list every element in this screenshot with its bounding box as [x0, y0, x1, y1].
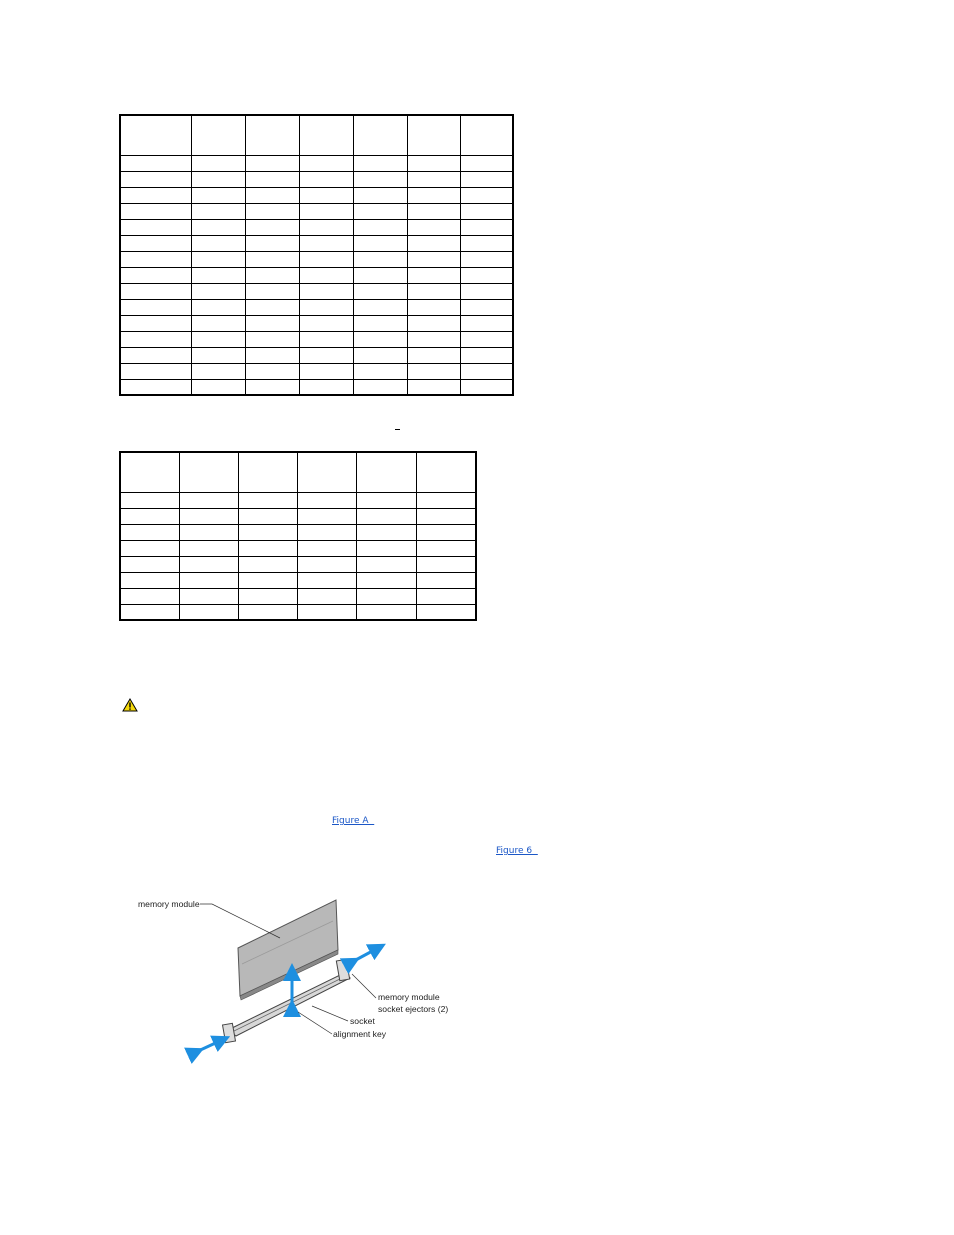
table-cell [460, 203, 513, 219]
table-cell [120, 171, 191, 187]
table-row [120, 492, 476, 508]
table-cell [353, 299, 407, 315]
table-cell [245, 347, 299, 363]
table-cell [356, 540, 416, 556]
table-cell [460, 155, 513, 171]
table-cell [299, 219, 353, 235]
table-row [120, 203, 513, 219]
table-cell [238, 604, 297, 620]
table-cell [245, 203, 299, 219]
table-cell [356, 524, 416, 540]
table-cell [120, 492, 179, 508]
table-cell [245, 171, 299, 187]
table-cell [353, 251, 407, 267]
table-cell [416, 492, 476, 508]
table-cell [245, 299, 299, 315]
table-cell [245, 331, 299, 347]
table-cell [416, 540, 476, 556]
table-cell [407, 299, 460, 315]
table-cell [460, 267, 513, 283]
table-cell [120, 508, 179, 524]
header-cell [353, 115, 407, 155]
table-cell [407, 171, 460, 187]
table-cell [407, 331, 460, 347]
cross-reference-link[interactable] [255, 756, 346, 766]
table-cell [179, 524, 238, 540]
table-row [120, 283, 513, 299]
table-row [120, 379, 513, 395]
table-cell [191, 347, 245, 363]
table-cell [416, 588, 476, 604]
table-cell [120, 219, 191, 235]
table-cell [191, 155, 245, 171]
table-cell [356, 588, 416, 604]
table-cell [353, 267, 407, 283]
memory-module-board [238, 900, 338, 996]
table-cell [299, 315, 353, 331]
table-cell [245, 267, 299, 283]
table-cell [353, 235, 407, 251]
table-row [120, 187, 513, 203]
table-cell [191, 203, 245, 219]
table-cell [416, 524, 476, 540]
table-cell [460, 315, 513, 331]
table-cell [120, 556, 179, 572]
table-cell [460, 379, 513, 395]
table-cell [353, 171, 407, 187]
table-cell [407, 283, 460, 299]
table-cell [353, 315, 407, 331]
table-cell [407, 235, 460, 251]
table-cell [191, 315, 245, 331]
table-cell [120, 363, 191, 379]
table-cell [238, 492, 297, 508]
table-cell [245, 187, 299, 203]
table-cell [238, 540, 297, 556]
table-cell [407, 219, 460, 235]
table-cell [407, 155, 460, 171]
table-cell [460, 187, 513, 203]
table-cell [191, 363, 245, 379]
table-cell [356, 492, 416, 508]
warning-triangle-icon [122, 698, 138, 712]
table-cell [416, 604, 476, 620]
table-cell [353, 363, 407, 379]
table-row [120, 171, 513, 187]
table-cell [179, 508, 238, 524]
table-cell [416, 572, 476, 588]
table-cell [179, 572, 238, 588]
table-cell [353, 187, 407, 203]
table-cell [356, 508, 416, 524]
table-cell [120, 203, 191, 219]
header-cell [120, 452, 179, 492]
table-cell [299, 187, 353, 203]
table-cell [353, 219, 407, 235]
table-cell [179, 540, 238, 556]
table-cell [297, 588, 356, 604]
memory-config-table-2 [119, 451, 477, 621]
table-cell [407, 315, 460, 331]
table-cell [407, 363, 460, 379]
table-cell [299, 251, 353, 267]
table-cell [238, 524, 297, 540]
table-row [120, 219, 513, 235]
figure-6-link[interactable]: Figure 6 [496, 846, 538, 856]
table-cell [191, 171, 245, 187]
table-cell [297, 604, 356, 620]
label-socket: socket [350, 1016, 375, 1026]
table-cell [179, 492, 238, 508]
table-row [120, 331, 513, 347]
table-cell [299, 363, 353, 379]
header-cell [120, 115, 191, 155]
table-cell [460, 347, 513, 363]
table-row [120, 588, 476, 604]
figure-a-link[interactable]: Figure A [332, 816, 375, 826]
table-row [120, 508, 476, 524]
table-cell [407, 267, 460, 283]
table-cell [353, 155, 407, 171]
table-cell [356, 604, 416, 620]
table-cell [297, 572, 356, 588]
table-cell [191, 267, 245, 283]
table-cell [120, 540, 179, 556]
table-row [120, 572, 476, 588]
table-cell [191, 331, 245, 347]
table-cell [179, 604, 238, 620]
table-cell [460, 283, 513, 299]
label-alignment-key: alignment key [333, 1029, 387, 1039]
table-cell [238, 556, 297, 572]
header-cell [356, 452, 416, 492]
table-cell [353, 331, 407, 347]
table-cell [299, 347, 353, 363]
header-cell [179, 452, 238, 492]
table-cell [407, 251, 460, 267]
table-cell [238, 588, 297, 604]
header-cell [238, 452, 297, 492]
memory-module-figure [130, 888, 460, 1068]
table-cell [245, 219, 299, 235]
table-cell [245, 315, 299, 331]
dash-separator [395, 429, 400, 430]
table-2-header-row [120, 452, 476, 492]
table-cell [407, 347, 460, 363]
label-memory-module: memory module [138, 899, 200, 909]
table-cell [297, 556, 356, 572]
table-cell [299, 203, 353, 219]
table-cell [299, 299, 353, 315]
ejector-right-arrow [352, 948, 378, 962]
table-cell [191, 219, 245, 235]
table-cell [299, 379, 353, 395]
table-cell [460, 251, 513, 267]
table-cell [238, 572, 297, 588]
table-cell [460, 331, 513, 347]
table-cell [416, 556, 476, 572]
table-cell [120, 572, 179, 588]
table-cell [299, 171, 353, 187]
table-cell [120, 251, 191, 267]
table-row [120, 299, 513, 315]
table-cell [120, 347, 191, 363]
table-cell [299, 155, 353, 171]
table-cell [120, 187, 191, 203]
table-cell [191, 283, 245, 299]
table-cell [297, 540, 356, 556]
header-cell [416, 452, 476, 492]
table-row [120, 155, 513, 171]
table-cell [297, 508, 356, 524]
table-cell [353, 347, 407, 363]
table-cell [191, 235, 245, 251]
table-cell [299, 331, 353, 347]
table-cell [460, 219, 513, 235]
table-cell [299, 235, 353, 251]
table-1-header-row [120, 115, 513, 155]
table-cell [191, 379, 245, 395]
table-cell [120, 588, 179, 604]
header-cell [245, 115, 299, 155]
table-row [120, 556, 476, 572]
table-cell [245, 283, 299, 299]
table-cell [460, 171, 513, 187]
header-cell [191, 115, 245, 155]
table-cell [120, 283, 191, 299]
table-cell [120, 315, 191, 331]
table-row [120, 267, 513, 283]
table-cell [297, 524, 356, 540]
table-cell [120, 524, 179, 540]
table-cell [299, 267, 353, 283]
table-row [120, 540, 476, 556]
table-cell [416, 508, 476, 524]
table-cell [297, 492, 356, 508]
table-cell [356, 572, 416, 588]
label-ejectors-line1: memory module [378, 992, 440, 1002]
table-cell [191, 251, 245, 267]
table-cell [238, 508, 297, 524]
header-cell [407, 115, 460, 155]
table-cell [120, 604, 179, 620]
table-cell [245, 379, 299, 395]
table-cell [353, 379, 407, 395]
table-cell [245, 251, 299, 267]
table-cell [179, 556, 238, 572]
table-cell [460, 299, 513, 315]
table-cell [353, 203, 407, 219]
table-cell [460, 235, 513, 251]
table-cell [407, 379, 460, 395]
table-cell [120, 299, 191, 315]
header-cell [297, 452, 356, 492]
header-cell [460, 115, 513, 155]
table-cell [120, 379, 191, 395]
table-cell [353, 283, 407, 299]
table-cell [245, 235, 299, 251]
table-cell [460, 363, 513, 379]
table-cell [120, 155, 191, 171]
table-cell [245, 155, 299, 171]
table-cell [120, 331, 191, 347]
table-row [120, 363, 513, 379]
ejector-left-arrow [196, 1040, 222, 1052]
table-cell [407, 203, 460, 219]
table-cell [120, 235, 191, 251]
header-cell [299, 115, 353, 155]
table-cell [245, 363, 299, 379]
table-row [120, 251, 513, 267]
memory-config-table-1 [119, 114, 514, 396]
table-cell [191, 187, 245, 203]
table-cell [191, 299, 245, 315]
table-row [120, 315, 513, 331]
table-cell [120, 267, 191, 283]
table-cell [179, 588, 238, 604]
table-row [120, 235, 513, 251]
table-cell [299, 283, 353, 299]
table-row [120, 524, 476, 540]
table-cell [407, 187, 460, 203]
label-ejectors-line2: socket ejectors (2) [378, 1004, 449, 1014]
table-row [120, 347, 513, 363]
table-cell [356, 556, 416, 572]
table-row [120, 604, 476, 620]
